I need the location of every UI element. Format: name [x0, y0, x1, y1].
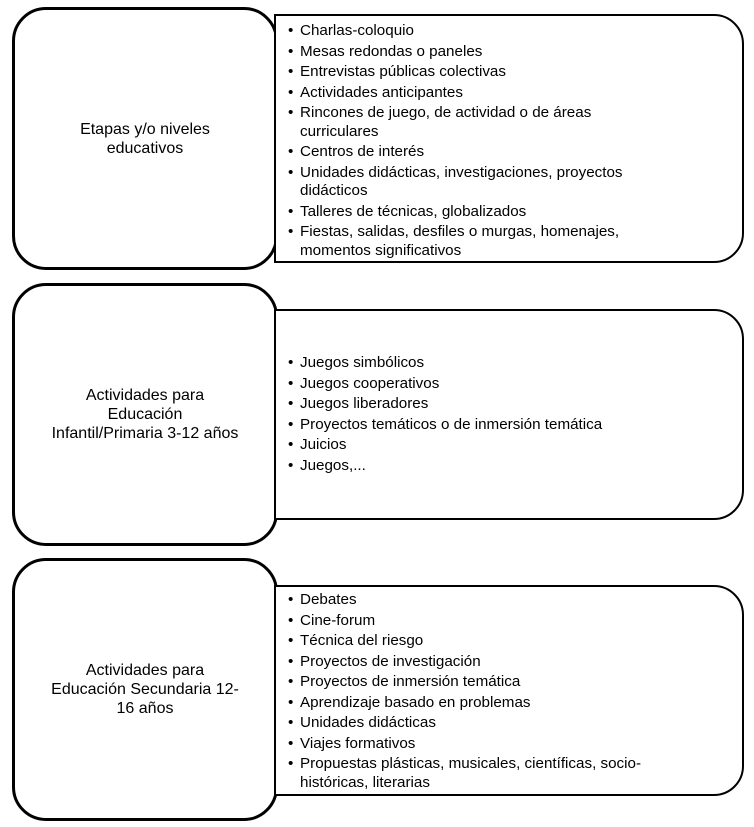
list-item: • Técnica del riesgo	[276, 632, 742, 651]
list-item: • Juegos cooperativos	[276, 375, 742, 394]
stage-box-1	[12, 7, 278, 270]
activities-box-3	[274, 585, 744, 796]
list-item: • Juegos liberadores	[276, 395, 742, 414]
activities-list-1	[276, 22, 742, 260]
list-item: • Proyectos de inmersión temática	[276, 673, 742, 692]
stage-title-1: Etapas y/o niveles educativos	[80, 120, 210, 157]
list-item: • Juicios	[276, 436, 742, 455]
list-item: • Mesas redondas o paneles	[276, 43, 742, 62]
activities-list-2	[276, 354, 742, 475]
list-item: • Juegos simbólicos	[276, 354, 742, 373]
list-item: • Viajes formativos	[276, 735, 742, 754]
activities-box-2	[274, 309, 744, 520]
stage-title-3: Actividades para Educación Secundaria 12- 16 años	[51, 662, 239, 717]
stage-box-2	[12, 283, 278, 546]
list-item: • Centros de interés	[276, 143, 742, 162]
list-item: • Juegos,...	[276, 457, 742, 476]
list-item: • Debates	[276, 591, 742, 610]
list-item: • Entrevistas públicas colectivas	[276, 63, 742, 82]
list-item: • Unidades didácticas, investigaciones, proyectos didácticos	[276, 164, 680, 201]
activities-list-3	[276, 591, 742, 792]
list-item: • Cine-forum	[276, 612, 742, 631]
list-item: • Unidades didácticas	[276, 714, 742, 733]
list-item: • Actividades anticipantes	[276, 84, 742, 103]
list-item: • Talleres de técnicas, globalizados	[276, 203, 742, 222]
list-item: • Propuestas plásticas, musicales, científicas, socio-históricas, literarias	[276, 755, 660, 792]
activities-box-1	[274, 14, 744, 263]
list-item: • Fiestas, salidas, desfiles o murgas, homenajes, momentos significativos	[276, 223, 680, 260]
list-item: • Aprendizaje basado en problemas	[276, 694, 742, 713]
list-item: • Proyectos de investigación	[276, 653, 742, 672]
list-item: • Charlas-coloquio	[276, 22, 742, 41]
stage-title-2: Actividades para Educación Infantil/Primaria 3-12 años	[51, 387, 239, 442]
stage-box-3	[12, 558, 278, 821]
list-item: • Proyectos temáticos o de inmersión temática	[276, 416, 742, 435]
list-item: • Rincones de juego, de actividad o de áreas curriculares	[276, 104, 650, 141]
